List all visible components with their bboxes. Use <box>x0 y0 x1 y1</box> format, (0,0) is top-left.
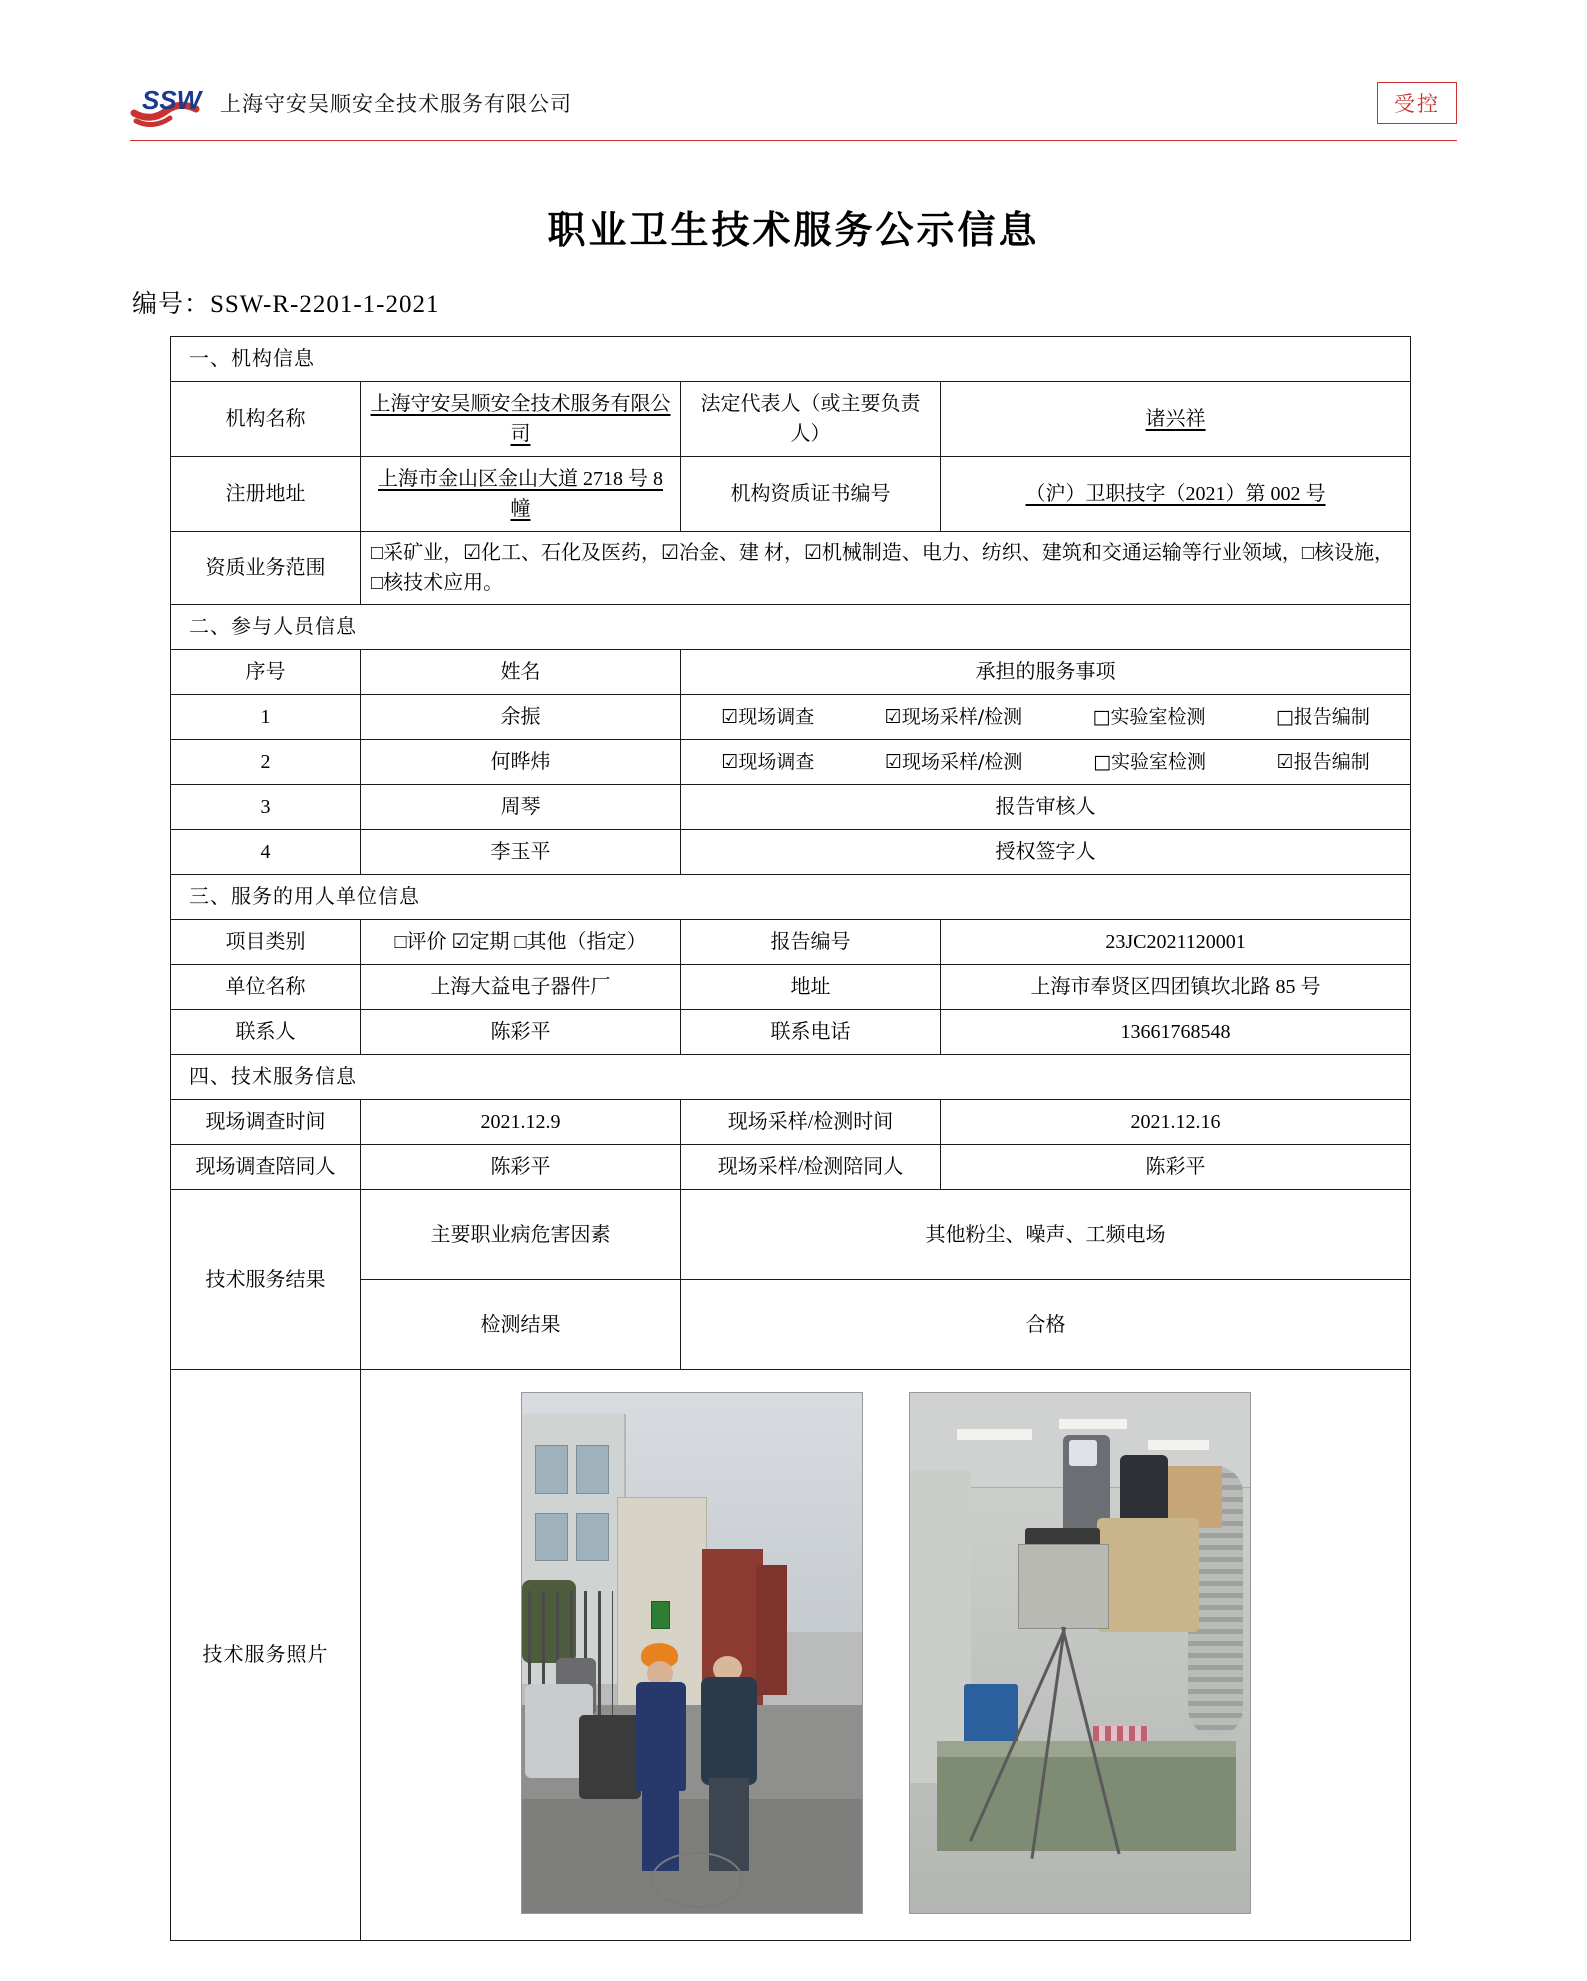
table-row <box>171 382 1411 457</box>
hazard-factor-label: 主要职业病危害因素 <box>361 1190 681 1280</box>
table-row <box>171 740 1411 785</box>
page-title: 职业卫生技术服务公示信息 <box>547 210 1040 252</box>
reg-address-label: 注册地址 <box>171 457 361 532</box>
svg-text:SSW: SSW <box>142 85 202 115</box>
table-row <box>171 695 1411 740</box>
service-photo-1 <box>521 1392 863 1914</box>
survey-escort-label: 现场调查陪同人 <box>171 1145 361 1190</box>
section-heading-org: 一、机构信息 <box>171 337 1411 382</box>
client-contact-label: 联系人 <box>171 1010 361 1055</box>
ssw-logo-icon <box>130 79 210 131</box>
table-row <box>171 605 1411 650</box>
section-heading-client: 三、服务的用人单位信息 <box>171 875 1411 920</box>
person-index: 2 <box>171 740 361 785</box>
col-index: 序号 <box>171 650 361 695</box>
client-phone-label: 联系电话 <box>681 1010 941 1055</box>
org-name-value: 上海守安吴顺安全技术服务有限公司 <box>361 382 681 457</box>
client-address-value: 上海市奉贤区四团镇坎北路 85 号 <box>941 965 1411 1010</box>
scope-label: 资质业务范围 <box>171 532 361 605</box>
survey-date-value: 2021.12.9 <box>361 1100 681 1145</box>
service-item: ☑现场调查 <box>721 750 815 773</box>
photos-label: 技术服务照片 <box>171 1370 361 1941</box>
client-unit-label: 单位名称 <box>171 965 361 1010</box>
survey-escort-value: 陈彩平 <box>361 1145 681 1190</box>
org-name-label: 机构名称 <box>171 382 361 457</box>
table-row <box>171 1370 1411 1941</box>
table-row <box>171 875 1411 920</box>
service-item: ☑现场采样/检测 <box>885 750 1023 773</box>
table-row <box>171 830 1411 875</box>
service-result-label: 技术服务结果 <box>171 1190 361 1370</box>
table-row <box>171 650 1411 695</box>
table-row <box>171 1010 1411 1055</box>
service-item: □报告编制 <box>1275 705 1370 728</box>
col-services: 承担的服务事项 <box>681 650 1411 695</box>
document-number: 编号：SSW-R-2201-1-2021 <box>132 291 440 318</box>
table-row <box>171 532 1411 605</box>
section-heading-personnel: 二、参与人员信息 <box>171 605 1411 650</box>
legal-rep-value: 诸兴祥 <box>941 382 1411 457</box>
table-row <box>171 965 1411 1010</box>
table-row <box>171 1100 1411 1145</box>
table-row <box>171 785 1411 830</box>
sampling-escort-label: 现场采样/检测陪同人 <box>681 1145 941 1190</box>
reg-address-value: 上海市金山区金山大道 2718 号 8 幢 <box>361 457 681 532</box>
controlled-stamp: 受控 <box>1377 82 1457 124</box>
section-heading-service: 四、技术服务信息 <box>171 1055 1411 1100</box>
person-name: 周琴 <box>361 785 681 830</box>
person-name: 余振 <box>361 695 681 740</box>
person-name: 何晔炜 <box>361 740 681 785</box>
hazard-factor-value: 其他粉尘、噪声、工频电场 <box>681 1190 1411 1280</box>
table-row <box>171 1145 1411 1190</box>
service-item: ☑现场调查 <box>721 705 815 728</box>
person-services: 授权签字人 <box>681 830 1411 875</box>
person-index: 1 <box>171 695 361 740</box>
col-name: 姓名 <box>361 650 681 695</box>
report-no-value: 23JC2021120001 <box>941 920 1411 965</box>
public-information-table <box>170 336 1411 1941</box>
table-row <box>171 920 1411 965</box>
sampling-date-label: 现场采样/检测时间 <box>681 1100 941 1145</box>
table-row <box>171 457 1411 532</box>
service-item: □实验室检测 <box>1092 705 1206 728</box>
person-services <box>681 695 1411 740</box>
service-photo-2 <box>909 1392 1251 1914</box>
project-type-label: 项目类别 <box>171 920 361 965</box>
page-header <box>130 70 1457 141</box>
service-item: ☑报告编制 <box>1276 750 1370 773</box>
sampling-escort-value: 陈彩平 <box>941 1145 1411 1190</box>
report-no-label: 报告编号 <box>681 920 941 965</box>
person-services: 报告审核人 <box>681 785 1411 830</box>
client-phone-value: 13661768548 <box>941 1010 1411 1055</box>
person-index: 3 <box>171 785 361 830</box>
table-row <box>171 1055 1411 1100</box>
service-item: □实验室检测 <box>1093 750 1207 773</box>
cert-number-label: 机构资质证书编号 <box>681 457 941 532</box>
test-result-label: 检测结果 <box>361 1280 681 1370</box>
photos-cell <box>361 1370 1411 1941</box>
client-unit-value: 上海大益电子器件厂 <box>361 965 681 1010</box>
scope-value: □采矿业，☑化工、石化及医药，☑冶金、建 材，☑机械制造、电力、纺织、建筑和交通运输等行业领域，□核设施，□核技术应用。 <box>361 532 1411 605</box>
person-index: 4 <box>171 830 361 875</box>
person-name: 李玉平 <box>361 830 681 875</box>
sampling-date-value: 2021.12.16 <box>941 1100 1411 1145</box>
project-type-value: □评价 ☑定期 □其他（指定） <box>361 920 681 965</box>
company-name: 上海守安吴顺安全技术服务有限公司 <box>220 93 572 116</box>
brand-logo <box>130 79 572 131</box>
client-contact-value: 陈彩平 <box>361 1010 681 1055</box>
table-row <box>171 337 1411 382</box>
client-address-label: 地址 <box>681 965 941 1010</box>
cert-number-value: （沪）卫职技字（2021）第 002 号 <box>941 457 1411 532</box>
legal-rep-label: 法定代表人（或主要负责人） <box>681 382 941 457</box>
table-row <box>171 1190 1411 1280</box>
survey-date-label: 现场调查时间 <box>171 1100 361 1145</box>
person-services <box>681 740 1411 785</box>
test-result-value: 合格 <box>681 1280 1411 1370</box>
service-item: ☑现场采样/检测 <box>884 705 1023 728</box>
